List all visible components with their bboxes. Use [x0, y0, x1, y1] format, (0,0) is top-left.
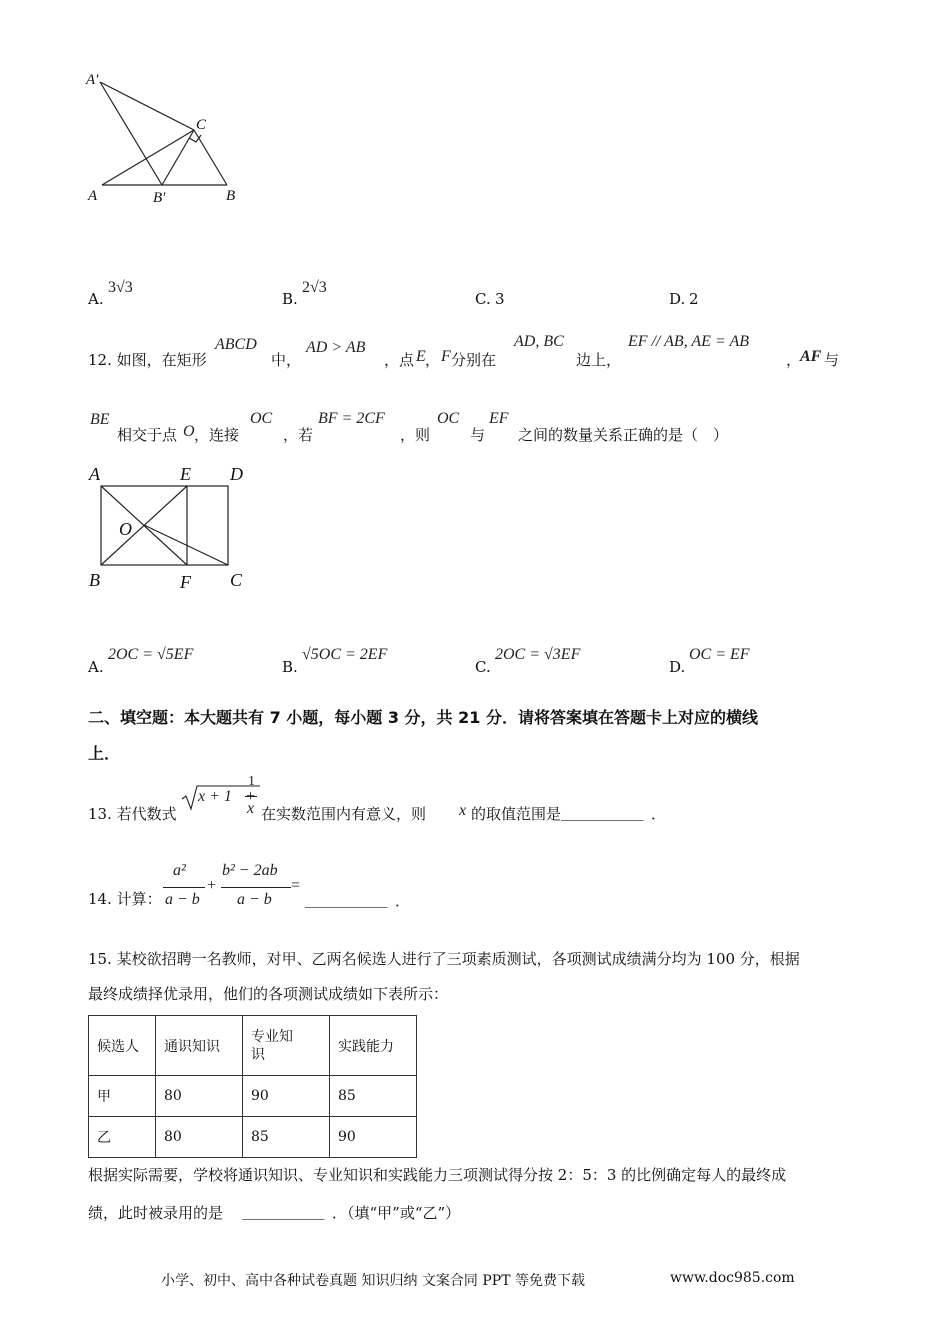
q14-answer-blank[interactable]: ___________ — [305, 890, 388, 908]
q11-label-b-prime: B′ — [153, 190, 166, 206]
q12-option-b-expr: √5OC = 2EF — [302, 646, 388, 663]
q12-label-e: E — [180, 464, 191, 484]
table-cell: 乙 — [89, 1117, 156, 1158]
q11-option-a-expr: 3√3 — [108, 279, 133, 296]
table-cell: 85 — [243, 1117, 330, 1158]
q12-label-d: D — [230, 464, 243, 484]
q13-prefix: 13. 若代数式 — [88, 805, 177, 823]
q12-label-c: C — [230, 570, 243, 590]
q12-option-d-letter[interactable]: D. — [669, 658, 686, 676]
q12-line2-math5: EF — [489, 410, 509, 427]
segment-o-c — [144, 525, 228, 565]
q12-line2-text5: 之间的数量关系正确的是（ ） — [518, 426, 729, 444]
q13-frac-den: x — [247, 800, 255, 817]
q12-label-o: O — [119, 519, 132, 539]
q12-line2-text3: ，则 — [400, 426, 431, 444]
table-cell: 甲 — [89, 1076, 156, 1117]
section2-heading-line2: 上． — [88, 744, 121, 763]
q13-radicand: x + 1 — [198, 788, 232, 805]
q15-line1: 15. 某校欲招聘一名教师，对甲、乙两名候选人进行了三项素质测试，各项测试成绩满分均为 100 分，根据 — [88, 950, 800, 968]
table-header-wrapped-text: 专业知识 — [251, 1028, 293, 1063]
q13-end: ． — [651, 805, 667, 823]
q14-frac2-num: b² − 2ab — [222, 862, 278, 879]
table-header-row — [89, 1016, 417, 1076]
q14-frac1-num: a² — [173, 862, 186, 879]
q13-middle: 在实数范围内有意义，则 — [261, 805, 427, 823]
q15-after-line2-suffix: ．（填“甲”或“乙”） — [332, 1204, 461, 1222]
q14-frac2-den: a − b — [237, 891, 272, 908]
footer-description: 小学、初中、高中各种试卷真题 知识归纳 文案合同 PPT 等免费下载 — [161, 1273, 585, 1289]
q12-line2-math2: OC — [250, 410, 273, 427]
table-header-cell: 实践能力 — [330, 1016, 417, 1076]
q12-line1-comma: ， — [425, 351, 441, 369]
q13-var-x: x — [459, 802, 467, 819]
q12-line1-text5c: 与 — [824, 351, 840, 369]
q12-line1-text3e: 分别在 — [451, 351, 497, 369]
q11-option-d-letter[interactable]: D. — [669, 290, 686, 308]
table-header-cell: 通识知识 — [156, 1016, 243, 1076]
q12-line2-math4: OC — [437, 410, 460, 427]
table-cell: 85 — [330, 1076, 417, 1117]
q14-frac1-bar — [163, 887, 205, 888]
q12-rectangle-figure — [95, 480, 240, 575]
q12-option-a-expr: 2OC = √5EF — [108, 646, 194, 663]
q12-option-d-expr: OC = EF — [689, 646, 750, 663]
table-header-cell: 候选人 — [89, 1016, 156, 1076]
table-row — [89, 1076, 417, 1117]
q12-line1-math4: EF // AB, AE = AB — [628, 333, 750, 350]
q12-option-a-letter[interactable]: A. — [88, 658, 104, 676]
table-cell: 80 — [156, 1076, 243, 1117]
q12-label-f: F — [180, 572, 191, 592]
q14-plus: + — [207, 877, 217, 894]
q11-label-c: C — [196, 117, 207, 133]
footer-website-link[interactable]: www.doc985.com — [670, 1270, 795, 1286]
q12-line2-math3: BF = 2CF — [318, 410, 385, 427]
q11-option-a-letter[interactable]: A. — [88, 290, 104, 308]
q12-line1-math2: AD > AB — [306, 339, 366, 356]
q15-line2: 最终成绩择优录用，他们的各项测试成绩如下表所示： — [88, 985, 449, 1003]
q13-answer-blank[interactable]: ___________ — [561, 803, 644, 821]
table-row — [89, 1117, 417, 1158]
q11-label-a-prime: A′ — [86, 72, 99, 88]
q12-line1-math1: ABCD — [215, 336, 257, 353]
q15-after-line2-text: 绩，此时被录用的是 — [88, 1204, 224, 1222]
q12-line1-text4: 边上， — [576, 351, 622, 369]
q14-frac2-bar — [221, 887, 291, 888]
q15-answer-blank[interactable]: ___________ — [242, 1202, 325, 1220]
q12-option-b-letter[interactable]: B. — [282, 658, 298, 676]
q12-line2-text1: 相交于点 — [117, 426, 178, 444]
q11-option-c-letter[interactable]: C. — [475, 290, 491, 308]
q12-line2-text4: 与 — [470, 426, 486, 444]
table-header-cell — [243, 1016, 330, 1076]
table-cell: 80 — [156, 1117, 243, 1158]
q12-line1-var-f: F — [441, 348, 451, 365]
q12-line2-var-o: O — [183, 423, 195, 440]
q12-line1-text5: ， — [786, 351, 802, 369]
q11-option-d-expr: 2 — [689, 290, 699, 308]
q15-after-line1: 根据实际需要，学校将通识知识、专业知识和实践能力三项测试得分按 2：5：3 的比例确定每人的最终成 — [88, 1166, 787, 1184]
q13-suffix: 的取值范围是 — [471, 805, 562, 823]
table-cell: 90 — [330, 1117, 417, 1158]
q12-option-c-expr: 2OC = √3EF — [495, 646, 581, 663]
q11-option-b-letter[interactable]: B. — [282, 290, 298, 308]
q12-line1-math3: AD, BC — [514, 333, 564, 350]
q12-line1-text3: ，点 — [384, 351, 415, 369]
q11-option-c-expr: 3 — [495, 290, 505, 308]
q12-line1-text1: 12. 如图，在矩形 — [88, 351, 207, 369]
q14-prefix: 14. 计算： — [88, 890, 162, 908]
q15-score-table — [88, 1015, 417, 1158]
q12-line1-text2: 中， — [271, 351, 302, 369]
q13-frac-num: 1 — [248, 774, 255, 789]
q12-line2-text2: ，若 — [283, 426, 314, 444]
q12-line1-var-e: E — [416, 348, 426, 365]
q12-line2-text1c: ，连接 — [194, 426, 240, 444]
q11-triangle-figure — [80, 70, 250, 210]
q12-label-a: A — [89, 464, 100, 484]
q11-label-a: A — [88, 188, 98, 204]
section2-heading-line1: 二、填空题：本大题共有 7 小题，每小题 3 分，共 21 分．请将答案填在答题卡上对应的横线 — [88, 708, 758, 727]
segment-a-c — [102, 130, 194, 185]
q11-option-b-expr: 2√3 — [302, 279, 327, 296]
q12-line1-af: AF — [800, 348, 822, 365]
q12-label-b: B — [89, 570, 100, 590]
q14-equals: = — [291, 877, 301, 894]
table-cell: 90 — [243, 1076, 330, 1117]
q12-option-c-letter[interactable]: C. — [475, 658, 491, 676]
q11-label-b: B — [226, 188, 236, 204]
q14-frac1-den: a − b — [165, 891, 200, 908]
q13-frac-bar — [245, 796, 257, 797]
q12-line2-math1: BE — [90, 411, 110, 428]
q14-end: ． — [395, 892, 411, 910]
